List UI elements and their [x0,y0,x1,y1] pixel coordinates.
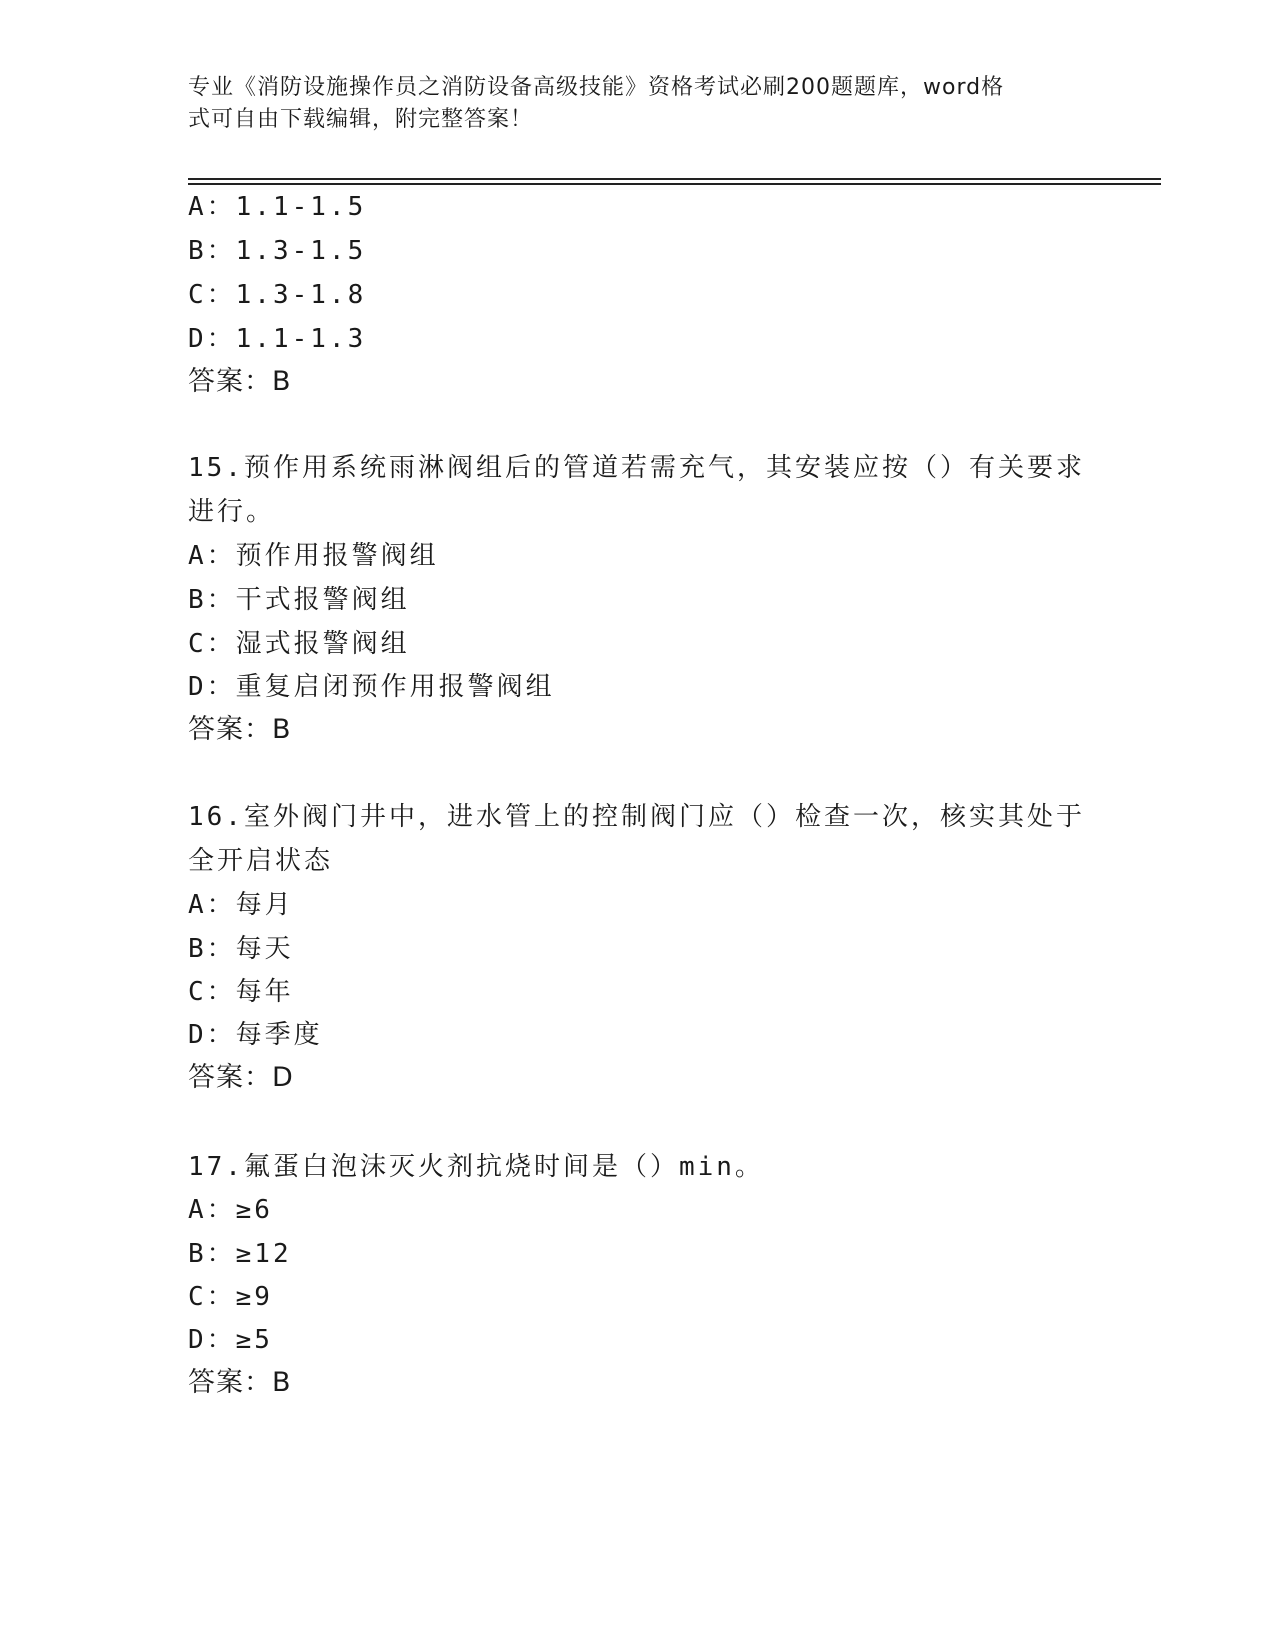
header-line-1: 专业《消防设施操作员之消防设备高级技能》资格考试必刷200题题库，word格 [188,75,1005,100]
answer: 答案：D [188,1062,294,1093]
question-text-line-2: 进行。 [188,497,276,527]
option-b: B：≥12 [188,1239,292,1269]
option-d: D：每季度 [188,1020,323,1050]
document-header [188,72,1068,136]
option-b: B：干式报警阀组 [188,585,410,615]
option-d: D：1.1-1.3 [188,324,367,354]
option-c: C：≥9 [188,1282,273,1312]
option-c: C：每年 [188,977,294,1007]
question-text-line-1: 15.预作用系统雨淋阀组后的管道若需充气，其安装应按（）有关要求 [188,453,1085,483]
header-divider-top [188,178,1161,180]
option-d: D：重复启闭预作用报警阀组 [188,672,555,702]
question-text-line-2: 全开启状态 [188,846,334,876]
option-c: C：湿式报警阀组 [188,629,410,659]
header-divider-bottom [188,183,1161,185]
header-line-2: 式可自由下载编辑，附完整答案！ [188,107,534,132]
option-c: C：1.3-1.8 [188,280,367,310]
question-text-line-1: 16.室外阀门井中，进水管上的控制阀门应（）检查一次，核实其处于 [188,802,1085,832]
option-b: B：1.3-1.5 [188,236,367,266]
option-a: A：≥6 [188,1195,273,1225]
option-a: A：每月 [188,890,294,920]
question-text-line-1: 17.氟蛋白泡沫灭火剂抗烧时间是（）min。 [188,1152,764,1182]
answer: 答案：B [188,366,292,397]
option-b: B：每天 [188,934,294,964]
answer: 答案：B [188,714,292,745]
option-a: A：1.1-1.5 [188,192,367,222]
option-a: A：预作用报警阀组 [188,541,439,571]
answer: 答案：B [188,1367,292,1398]
option-d: D：≥5 [188,1325,273,1355]
